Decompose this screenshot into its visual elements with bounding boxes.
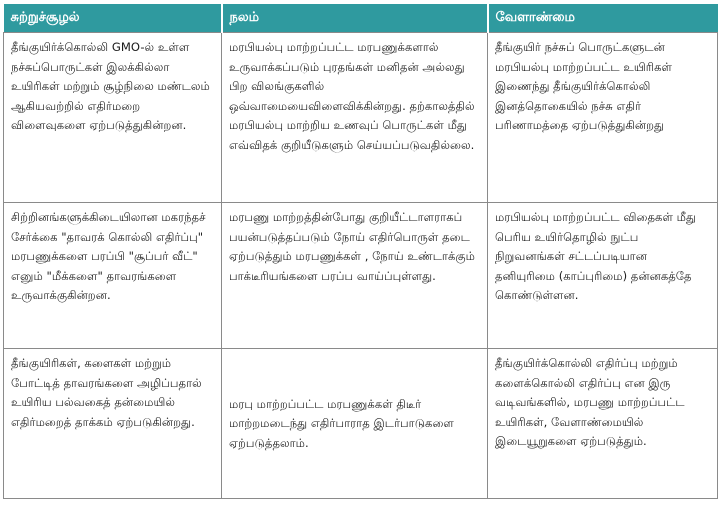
cell-agriculture bbox=[488, 203, 718, 349]
cell-text: தீங்குயிர்க்கொல்லி GMO-ல் உள்ள நச்சுப்பொருட்கள் இலக்கில்லா உயிரிகள் மற்றும் சூழ்நிலை மண்டலம் ஆகியவற்றில் எதிர்மறை விளைவுகளை ஏற்படுத்துகின்றன. bbox=[11, 40, 210, 132]
cell-text: தீங்குயிர் நச்சுப் பொருட்களுடன் மரபியல்பு மாற்றப்பட்ட உயிரிகள் இணைந்து தீங்குயிர்க்கொல்லி இனத்தொகையில் நச்சு எதிர் பரிணாமத்தை ஏற்படுத்துகின்றது bbox=[495, 40, 672, 132]
table-header-row bbox=[4, 4, 718, 33]
header-health: நலம் bbox=[222, 4, 488, 33]
cell-agriculture bbox=[488, 33, 718, 203]
comparison-table-container bbox=[3, 4, 717, 502]
cell-text: சிற்றினங்களுக்கிடையிலான மகரந்தச் சேர்க்கை "தாவரக் கொல்லி எதிர்ப்பு" மரபணுக்களை பரப்பி "சூப்பர் வீட்" எனும் "மீக்களை" தாவரங்களை உருவாக்குகின்றன. bbox=[11, 210, 206, 302]
cell-health bbox=[222, 349, 488, 499]
cell-text: மரபியல்பு மாற்றப்பட்ட மரபணுக்களால் உருவாக்கப்படும் புரதங்கள் மனிதன் அல்லது பிற விலங்குகளில் ஒவ்வாமையைவிளைவிக்கின்றது. தற்காலத்தில் மரபியல்பு மாற்றிய உணவுப் பொருட்கள் மீது எவ்விதக் குறியீடுகளும் செய்யப்படுவதில்லை. bbox=[229, 40, 475, 152]
cell-text: தீங்குயிர்க்கொல்லி எதிர்ப்பு மற்றும் களைக்கொல்லி எதிர்ப்பு என இரு வடிவங்களில், மரபணு மாற்றப்பட்ட உயிரிகள், வேளாண்மையில் இடையூறுகளை ஏற்படுத்தும். bbox=[495, 356, 685, 448]
cell-text: தீங்குயிரிகள், களைகள் மற்றும் போட்டித் தாவரங்களை அழிப்பதால் உயிரிய பல்வகைத் தன்மையில் எதிர்மறைத் தாக்கம் ஏற்படுகின்றது. bbox=[11, 356, 202, 429]
comparison-table bbox=[3, 4, 718, 499]
cell-environment bbox=[4, 33, 222, 203]
table-row bbox=[4, 33, 718, 203]
header-environment: சுற்றுச்சூழல் bbox=[4, 4, 222, 33]
cell-environment bbox=[4, 203, 222, 349]
cell-text: மரபு மாற்றப்பட்ட மரபணுக்கள் திடீர் மாற்றமடைந்து எதிர்பாராத இடர்பாடுகளை ஏற்படுத்தலாம். bbox=[229, 396, 454, 450]
table-row bbox=[4, 203, 718, 349]
cell-agriculture bbox=[488, 349, 718, 499]
cell-environment bbox=[4, 349, 222, 499]
cell-text: மரபியல்பு மாற்றப்பட்ட விதைகள் மீது பெரிய உயிர்தொழில் நுட்ப நிறுவனங்கள் சட்டப்படியான தனியுரிமை (காப்புரிமை) தன்னகத்தே கொண்டுள்ளன. bbox=[495, 210, 697, 302]
cell-health bbox=[222, 203, 488, 349]
table-row bbox=[4, 349, 718, 499]
header-agriculture: வேளாண்மை bbox=[488, 4, 718, 33]
cell-health bbox=[222, 33, 488, 203]
cell-text: மரபணு மாற்றத்தின்போது குறியீட்டாளராகப் பயன்படுத்தப்படும் நோய் எதிர்பொருள் தடை ஏற்படுத்தும் மரபணுக்கள் , நோய் உண்டாக்கும் பாக்டீரியங்களை பரப்ப வாய்ப்புள்ளது. bbox=[229, 210, 475, 283]
